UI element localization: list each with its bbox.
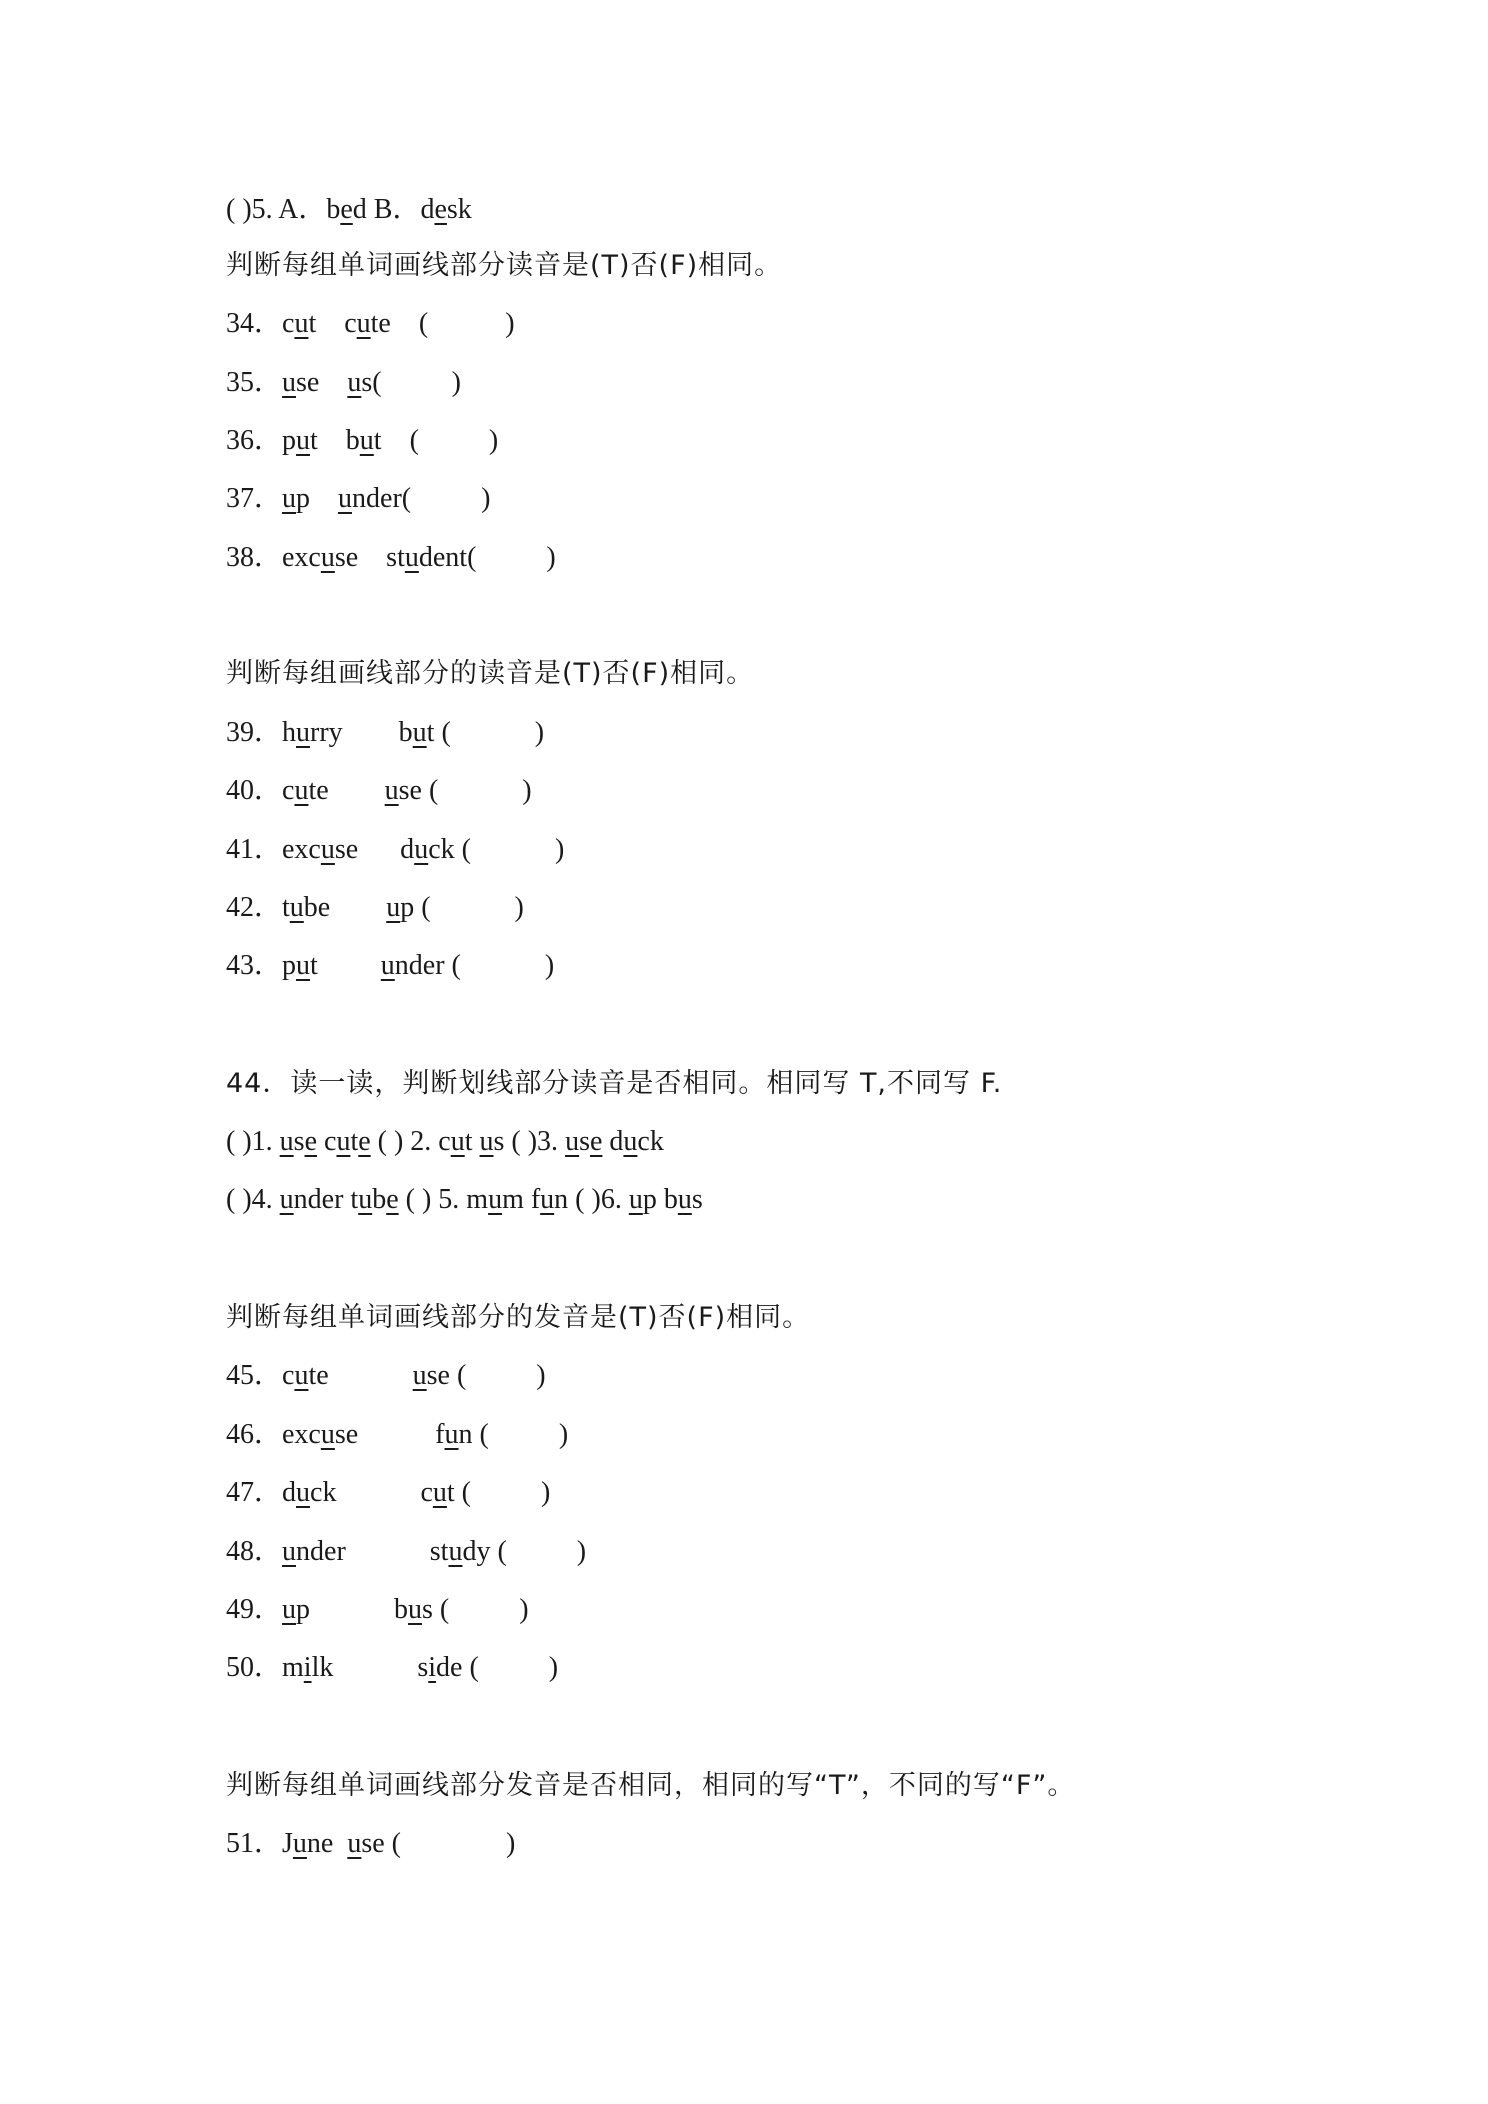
underlined-letter: e xyxy=(386,1184,399,1215)
underlined-letter: e xyxy=(434,194,447,225)
text-segment: n ( )6. xyxy=(554,1184,629,1215)
text-segment: nder st xyxy=(296,1536,449,1567)
section-heading-1 xyxy=(226,246,782,286)
underlined-letter: u xyxy=(628,1184,643,1215)
text-segment: te xyxy=(308,775,385,806)
text-segment: 45．c xyxy=(226,1360,295,1391)
underlined-letter: u xyxy=(294,1360,309,1391)
question-36 xyxy=(226,421,498,461)
underlined-letter: u xyxy=(320,542,335,573)
text-segment: se ( ) xyxy=(426,1360,546,1391)
text-segment: s xyxy=(293,1126,305,1157)
underlined-letter: u xyxy=(380,950,395,981)
underlined-letter: u xyxy=(338,483,353,514)
underlined-letter: e xyxy=(304,1126,317,1157)
text-segment: ( )1. xyxy=(226,1126,280,1157)
question-47 xyxy=(226,1473,550,1513)
text-segment: se f xyxy=(334,1419,445,1450)
underlined-letter: u xyxy=(289,892,304,923)
text-segment: 41．exc xyxy=(226,834,321,865)
underlined-letter: u xyxy=(282,1536,297,1567)
text-segment: 39．h xyxy=(226,717,297,748)
text-segment: s xyxy=(579,1126,590,1157)
text-segment: 判断每组单词画线部分的发音是(T)否(F)相同。 xyxy=(226,1302,811,1333)
text-segment: dent( ) xyxy=(418,542,556,573)
underlined-letter: u xyxy=(347,367,362,398)
text-segment: s xyxy=(691,1184,703,1215)
underlined-letter: u xyxy=(414,834,429,865)
question-5-line xyxy=(226,190,472,230)
underlined-letter: u xyxy=(279,1126,294,1157)
text-segment: t ( ) xyxy=(373,425,499,456)
text-segment: lk s xyxy=(311,1652,429,1683)
text-segment: se ( ) xyxy=(361,1828,516,1859)
text-segment: d B．d xyxy=(352,194,435,225)
text-segment: t xyxy=(310,950,381,981)
question-49 xyxy=(226,1590,529,1630)
text-segment: nder( ) xyxy=(352,483,491,514)
text-segment: nder ( ) xyxy=(394,950,555,981)
text-segment: ck c xyxy=(310,1477,433,1508)
text-segment: 34．c xyxy=(226,308,295,339)
underlined-letter: u xyxy=(282,483,297,514)
text-segment: ( )4. xyxy=(226,1184,280,1215)
text-segment: n ( ) xyxy=(458,1419,569,1450)
underlined-letter: u xyxy=(412,717,427,748)
underlined-letter: u xyxy=(448,1536,463,1567)
underlined-letter: u xyxy=(488,1184,503,1215)
section-heading-2 xyxy=(226,654,754,694)
text-segment: rry b xyxy=(310,717,413,748)
text-segment: p b xyxy=(642,1184,678,1215)
text-segment: te xyxy=(308,1360,413,1391)
underlined-letter: u xyxy=(320,834,335,865)
text-segment: 判断每组单词画线部分发音是否相同，相同的写“T”，不同的写“F”。 xyxy=(226,1770,1076,1801)
question-51 xyxy=(226,1824,515,1864)
section-heading-3 xyxy=(226,1298,810,1338)
text-segment: ck xyxy=(637,1126,664,1157)
text-segment: be xyxy=(303,892,387,923)
section-heading-4 xyxy=(226,1766,1075,1806)
question-37 xyxy=(226,479,490,519)
underlined-letter: e xyxy=(589,1126,603,1157)
text-segment: d xyxy=(602,1126,624,1157)
text-segment: 51．J xyxy=(226,1828,293,1859)
question-46 xyxy=(226,1415,568,1455)
underlined-letter: u xyxy=(432,1477,447,1508)
text-segment: sk xyxy=(446,194,472,225)
question-50 xyxy=(226,1648,558,1688)
underlined-letter: u xyxy=(320,1419,335,1450)
text-segment: ( ) 5. m xyxy=(398,1184,489,1215)
text-segment: se ( ) xyxy=(398,775,532,806)
question-45 xyxy=(226,1356,546,1396)
underlined-letter: u xyxy=(384,775,399,806)
text-segment: b xyxy=(372,1184,387,1215)
question-44-row-2 xyxy=(226,1180,703,1220)
underlined-letter: u xyxy=(408,1594,423,1625)
text-segment: 36．p xyxy=(226,425,297,456)
text-segment: ( )5. A．b xyxy=(226,194,341,225)
underlined-letter: u xyxy=(296,1477,311,1508)
underlined-letter: u xyxy=(444,1419,459,1450)
underlined-letter: u xyxy=(347,1828,362,1859)
underlined-letter: u xyxy=(623,1126,638,1157)
text-segment: t xyxy=(464,1126,480,1157)
underlined-letter: u xyxy=(540,1184,555,1215)
text-segment: ne xyxy=(306,1828,348,1859)
question-34 xyxy=(226,304,515,344)
text-segment: se st xyxy=(334,542,405,573)
text-segment: p b xyxy=(296,1594,409,1625)
text-segment: de ( ) xyxy=(436,1652,559,1683)
text-segment: dy ( ) xyxy=(462,1536,587,1567)
underlined-letter: i xyxy=(303,1652,312,1683)
text-segment: p ( ) xyxy=(400,892,524,923)
text-segment: 35． xyxy=(226,367,283,398)
text-segment: 43．p xyxy=(226,950,297,981)
underlined-letter: u xyxy=(296,425,311,456)
text-segment: se d xyxy=(334,834,415,865)
underlined-letter: u xyxy=(412,1360,427,1391)
underlined-letter: i xyxy=(428,1652,437,1683)
question-42 xyxy=(226,888,524,928)
text-segment: ( ) 2. c xyxy=(370,1126,451,1157)
question-43 xyxy=(226,946,554,986)
text-segment: 47．d xyxy=(226,1477,297,1508)
text-segment: ck ( ) xyxy=(428,834,565,865)
text-segment: s ( )3. xyxy=(493,1126,566,1157)
text-segment: 判断每组画线部分的读音是(T)否(F)相同。 xyxy=(226,658,755,689)
text-segment: t ( ) xyxy=(426,717,545,748)
underlined-letter: u xyxy=(359,425,374,456)
underlined-letter: u xyxy=(282,367,297,398)
text-segment: s ( ) xyxy=(422,1594,529,1625)
text-segment: p xyxy=(296,483,339,514)
underlined-letter: u xyxy=(336,1126,351,1157)
question-40 xyxy=(226,771,532,811)
underlined-letter: u xyxy=(294,308,309,339)
question-44-instruction xyxy=(226,1064,1002,1104)
underlined-letter: u xyxy=(677,1184,692,1215)
text-segment: te ( ) xyxy=(370,308,515,339)
question-41 xyxy=(226,830,564,870)
underlined-letter: u xyxy=(282,1594,297,1625)
underlined-letter: u xyxy=(292,1828,307,1859)
underlined-letter: u xyxy=(296,950,311,981)
underlined-letter: u xyxy=(294,775,309,806)
question-38 xyxy=(226,538,556,578)
text-segment: t xyxy=(350,1126,359,1157)
text-segment: s( ) xyxy=(361,367,461,398)
underlined-letter: u xyxy=(565,1126,580,1157)
text-segment: nder t xyxy=(293,1184,359,1215)
underlined-letter: u xyxy=(404,542,419,573)
question-44-row-1 xyxy=(226,1122,664,1162)
text-segment: 判断每组单词画线部分读音是(T)否(F)相同。 xyxy=(226,250,783,281)
text-segment: 50．m xyxy=(226,1652,304,1683)
underlined-letter: u xyxy=(386,892,401,923)
question-39 xyxy=(226,713,544,753)
underlined-letter: e xyxy=(358,1126,371,1157)
question-48 xyxy=(226,1532,586,1572)
text-segment: 37． xyxy=(226,483,283,514)
text-segment: 38．exc xyxy=(226,542,321,573)
text-segment: m f xyxy=(502,1184,541,1215)
question-35 xyxy=(226,363,461,403)
text-segment: 49． xyxy=(226,1594,283,1625)
text-segment: 40．c xyxy=(226,775,295,806)
text-segment: t b xyxy=(310,425,360,456)
text-segment: 48． xyxy=(226,1536,283,1567)
text-segment: 46．exc xyxy=(226,1419,321,1450)
underlined-letter: u xyxy=(356,308,371,339)
text-segment: c xyxy=(317,1126,337,1157)
underlined-letter: u xyxy=(479,1126,494,1157)
underlined-letter: u xyxy=(296,717,311,748)
underlined-letter: u xyxy=(279,1184,294,1215)
text-segment: t c xyxy=(308,308,357,339)
text-segment: t ( ) xyxy=(446,1477,551,1508)
underlined-letter: u xyxy=(358,1184,373,1215)
text-segment: 42．t xyxy=(226,892,290,923)
underlined-letter: u xyxy=(450,1126,465,1157)
text-segment: 44．读一读，判断划线部分读音是否相同。相同写 T,不同写 F. xyxy=(226,1068,1003,1099)
text-segment: se xyxy=(296,367,348,398)
underlined-letter: e xyxy=(340,194,353,225)
